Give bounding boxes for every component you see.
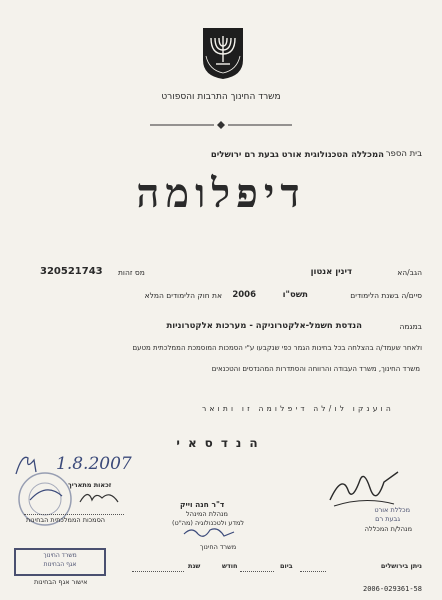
law-text: את חוק הלימודים המלא <box>144 291 222 300</box>
school-stamp-line-2: גבעת רם <box>375 515 400 523</box>
year-hebrew: תשס"ו <box>282 290 308 300</box>
principal-role: מנהל/ת המכללה <box>364 525 412 533</box>
ministry-name: משרד החינוך התרבות והספורט <box>161 92 281 102</box>
center-signature <box>180 522 240 544</box>
gender-label: הגב/הא <box>397 268 422 277</box>
issued-label: ניתן בירושלים <box>380 562 422 570</box>
exams-stamp <box>14 548 106 576</box>
year-number: 2006 <box>232 290 256 300</box>
center-ministry: משרד החינוך <box>200 543 237 551</box>
stamp-caption: אישור אגף הבחינות <box>34 578 88 586</box>
diploma-title: דיפלומה <box>136 170 306 217</box>
granted-line: הוענקו לו/לה דיפלומה זו ותואר <box>202 404 394 413</box>
serial-number: 2006-029361-58 <box>362 585 422 593</box>
finished-label: סיים/ה בשנת הלימודים <box>350 291 422 300</box>
year-line <box>132 571 184 572</box>
id-number: 320521743 <box>40 266 103 277</box>
school-name: המכללה הטכנולוגית אורט גבעת רם ירושלים <box>210 150 384 160</box>
degree-title: הנדסאי <box>176 436 266 450</box>
exam-signature <box>78 486 124 508</box>
year-label: שנת <box>188 562 201 570</box>
principal-signature <box>324 466 404 510</box>
day-line <box>300 571 326 572</box>
exam-sign-line <box>24 514 124 515</box>
entitlement-label: זכאות מתאריך <box>68 481 112 489</box>
stamp-line-1: משרד החינוך <box>43 552 77 559</box>
month-label: חודש <box>222 562 238 570</box>
body-line-1: ולאחר שעמד/ה בהצלחה בכל בחינות הגמר כפי שנקבעו ע"י הסמכות המוסמכת הממלכתית מטעם <box>132 344 422 352</box>
day-label: ביום <box>280 562 293 570</box>
track-label: במגמה <box>399 322 422 331</box>
stamp-line-2: אגף הבחינות <box>43 561 77 568</box>
center-signer-name: ד"ר חנה וייק <box>180 500 225 509</box>
menorah-emblem-icon <box>201 26 245 80</box>
id-label: מס זהות <box>118 268 145 277</box>
divider-ornament <box>150 120 292 130</box>
exam-authority-caption: הסמכות הממלכתית הבחינות <box>26 516 106 524</box>
school-stamp-line-1: מכללת אורט <box>374 506 410 514</box>
school-label: בית הספר <box>385 149 422 159</box>
track-name: הנדסת חשמל-אלקטרוניקה - מערכות אלקטרוניות <box>166 321 362 331</box>
center-signer-role-2: למדע ולטכנולוגיה (מה"ט) <box>172 519 245 527</box>
body-line-2: משרד החינוך, משרד העבודה והרווחה והסתדרות המהנדסים והטכנאים <box>211 365 420 373</box>
month-line <box>240 571 274 572</box>
award-date: 1.8.2007 <box>56 454 132 474</box>
student-name: דינין אנטון <box>310 267 352 277</box>
center-signer-role: מנהלת המינהל <box>186 510 228 518</box>
